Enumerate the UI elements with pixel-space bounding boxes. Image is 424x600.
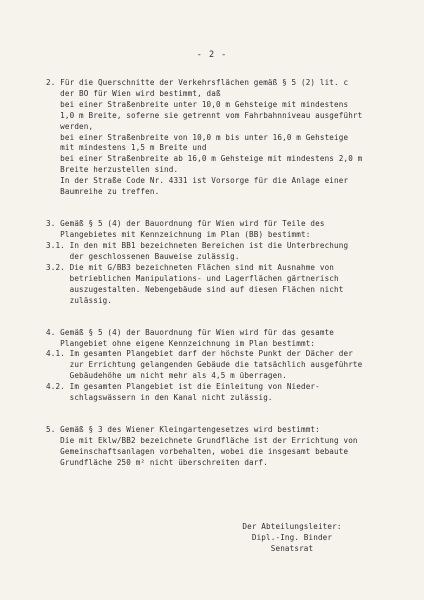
paragraph-gap — [46, 404, 394, 415]
paragraph-5 — [46, 425, 394, 469]
text-line: 4. Gemäß § 5 (4) der Bauordnung für Wien wird für das gesamte — [46, 327, 335, 337]
paragraph-gap — [46, 415, 394, 426]
signature-rank: Senatsrat — [270, 544, 314, 554]
text-line: 4.2. Im gesamten Plangebiet ist die Einleitung von Nieder- — [46, 382, 320, 392]
signature-title: Der Abteilungsleiter: — [242, 522, 342, 531]
text-line: Die mit Eklw/BB2 bezeichnete Grundfläche ist der Errichtung von — [46, 436, 358, 446]
signature-block — [222, 521, 362, 555]
text-line: bei einer Straßenbreite unter 10,0 m Gehsteige mit mindestens — [46, 99, 349, 109]
page-number: - 2 - — [196, 50, 228, 60]
text-line: 3.2. Die mit G/BB3 bezeichneten Flächen sind mit Ausnahme von — [46, 262, 335, 272]
text-line: Baumreihe zu treffen. — [46, 187, 160, 197]
text-line: zur Errichtung gelangenden Gebäude die tatsächlich ausgeführte — [46, 360, 363, 370]
text-line: Gebäudehöhe um nicht mehr als 4,5 m überragen. — [46, 371, 287, 381]
text-line: 1,0 m Breite, soferne sie getrennt vom Fahrbahnniveau ausgeführt — [46, 110, 363, 120]
text-line: betrieblichen Manipulations- und Lagerflächen gärtnerisch — [46, 273, 339, 283]
text-line: Breite herzustellen sind. — [46, 165, 179, 175]
text-line: Plangebiet ohne eigene Kennzeichnung im Plan bestimmt: — [46, 338, 316, 348]
text-line: 2. Für die Querschnitte der Verkehrsflächen gemäß § 5 (2) lit. c — [46, 78, 349, 87]
paragraph-3 — [46, 219, 394, 306]
paragraph-gap — [46, 317, 394, 328]
paragraph-gap — [46, 198, 394, 209]
text-line: Plangebietes mit Kennzeichnung im Plan (BB) bestimmt: — [46, 230, 311, 240]
text-line: 4.1. Im gesamten Plangebiet darf der höchste Punkt der Dächer der — [46, 349, 353, 359]
paragraph-4 — [46, 328, 394, 404]
text-line: der BO für Wien wird bestimmt, daß — [46, 88, 221, 98]
text-line: bei einer Straßenbreite ab 16,0 m Gehsteige mit mindestens 2,0 m — [46, 154, 363, 164]
signature-name: Dipl.-Ing. Binder — [251, 533, 333, 543]
document-body — [46, 78, 394, 469]
text-line: 3. Gemäß § 5 (4) der Bauordnung für Wien wird für Teile des — [46, 219, 325, 229]
text-line: 5. Gemäß § 3 des Wiener Kleingartengesetzes wird bestimmt: — [46, 425, 320, 435]
paragraph-2 — [46, 78, 394, 198]
text-line: 3.1. In den mit BB1 bezeichneten Bereichen ist die Unterbrechung — [46, 240, 349, 250]
paragraph-gap — [46, 306, 394, 317]
text-line: zulässig. — [46, 295, 113, 305]
text-line: schlagswässern in den Kanal nicht zulässig. — [46, 393, 273, 403]
paragraph-gap — [46, 209, 394, 220]
text-line: werden, — [46, 121, 94, 131]
text-line: Gemeinschaftsanlagen vorbehalten, wobei die insgesamt bebaute — [46, 446, 349, 456]
text-line: Grundfläche 250 m² nicht überschreiten darf. — [46, 457, 268, 467]
text-line: der geschlossenen Bauweise zulässig. — [46, 251, 240, 261]
text-line: In der Straße Code Nr. 4331 ist Vorsorge für die Anlage einer — [46, 176, 349, 186]
text-line: auszugestalten. Nebengebäude sind auf diesen Flächen nicht — [46, 284, 344, 294]
text-line: bei einer Straßenbreite von 10,0 m bis unter 16,0 m Gehsteige — [46, 132, 349, 142]
text-line: mit mindestens 1,5 m Breite und — [46, 143, 207, 153]
